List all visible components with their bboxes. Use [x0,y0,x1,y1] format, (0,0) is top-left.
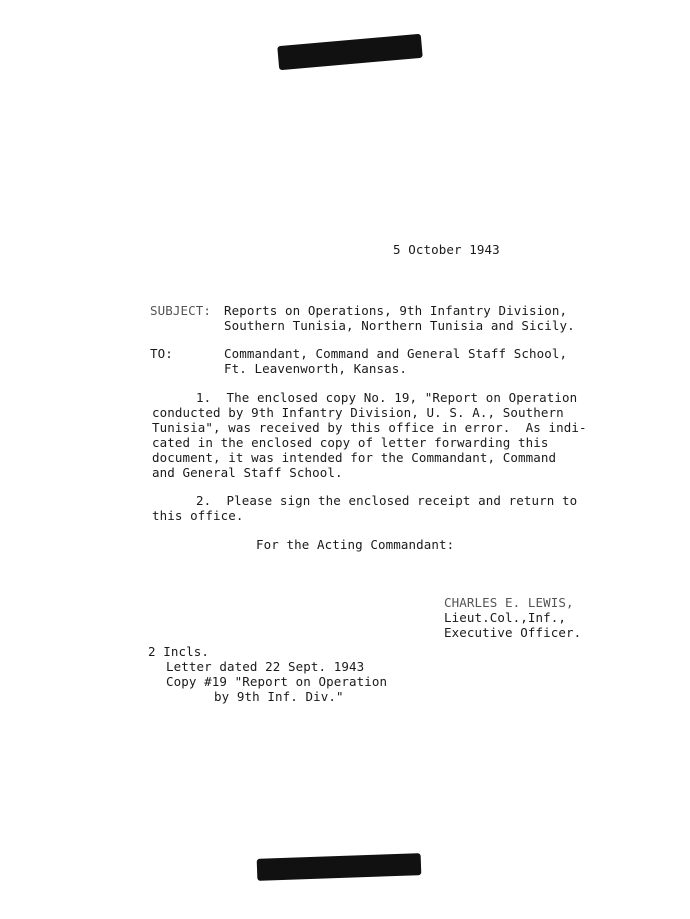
paragraph-1-line-2: conducted by 9th Infantry Division, U. S. A., Southern [152,405,564,420]
paragraph-1-line-1: 1. The enclosed copy No. 19, "Report on Operation [196,390,578,405]
enclosure-2-line-1: Copy #19 "Report on Operation [166,674,388,689]
enclosures-count: 2 Incls. [148,644,210,659]
to-line-1: Commandant, Command and General Staff School, [224,346,568,361]
subject-label: SUBJECT: [150,303,212,318]
signature-rank: Lieut.Col.,Inf., [444,610,567,625]
enclosure-1: Letter dated 22 Sept. 1943 [166,659,365,674]
redaction-bar-bottom [257,853,422,881]
enclosure-2-line-2: by 9th Inf. Div." [214,689,344,704]
redaction-bar-top [277,34,423,70]
paragraph-1-line-5: document, it was intended for the Commandant, Command [152,450,557,465]
paragraph-2-line-2: this office. [152,508,244,523]
paragraph-1-line-6: and General Staff School. [152,465,343,480]
signature-title: Executive Officer. [444,625,582,640]
subject-line-2: Southern Tunisia, Northern Tunisia and Sicily. [224,318,575,333]
closing-line: For the Acting Commandant: [256,537,455,552]
to-line-2: Ft. Leavenworth, Kansas. [224,361,408,376]
letter-date: 5 October 1943 [393,242,500,257]
paragraph-1-line-4: cated in the enclosed copy of letter forwarding this [152,435,549,450]
paragraph-2-line-1: 2. Please sign the enclosed receipt and return to [196,493,578,508]
subject-line-1: Reports on Operations, 9th Infantry Division, [224,303,568,318]
to-label: TO: [150,346,173,361]
signature-name: CHARLES E. LEWIS, [444,595,574,610]
paragraph-1-line-3: Tunisia", was received by this office in error. As indi- [152,420,587,435]
